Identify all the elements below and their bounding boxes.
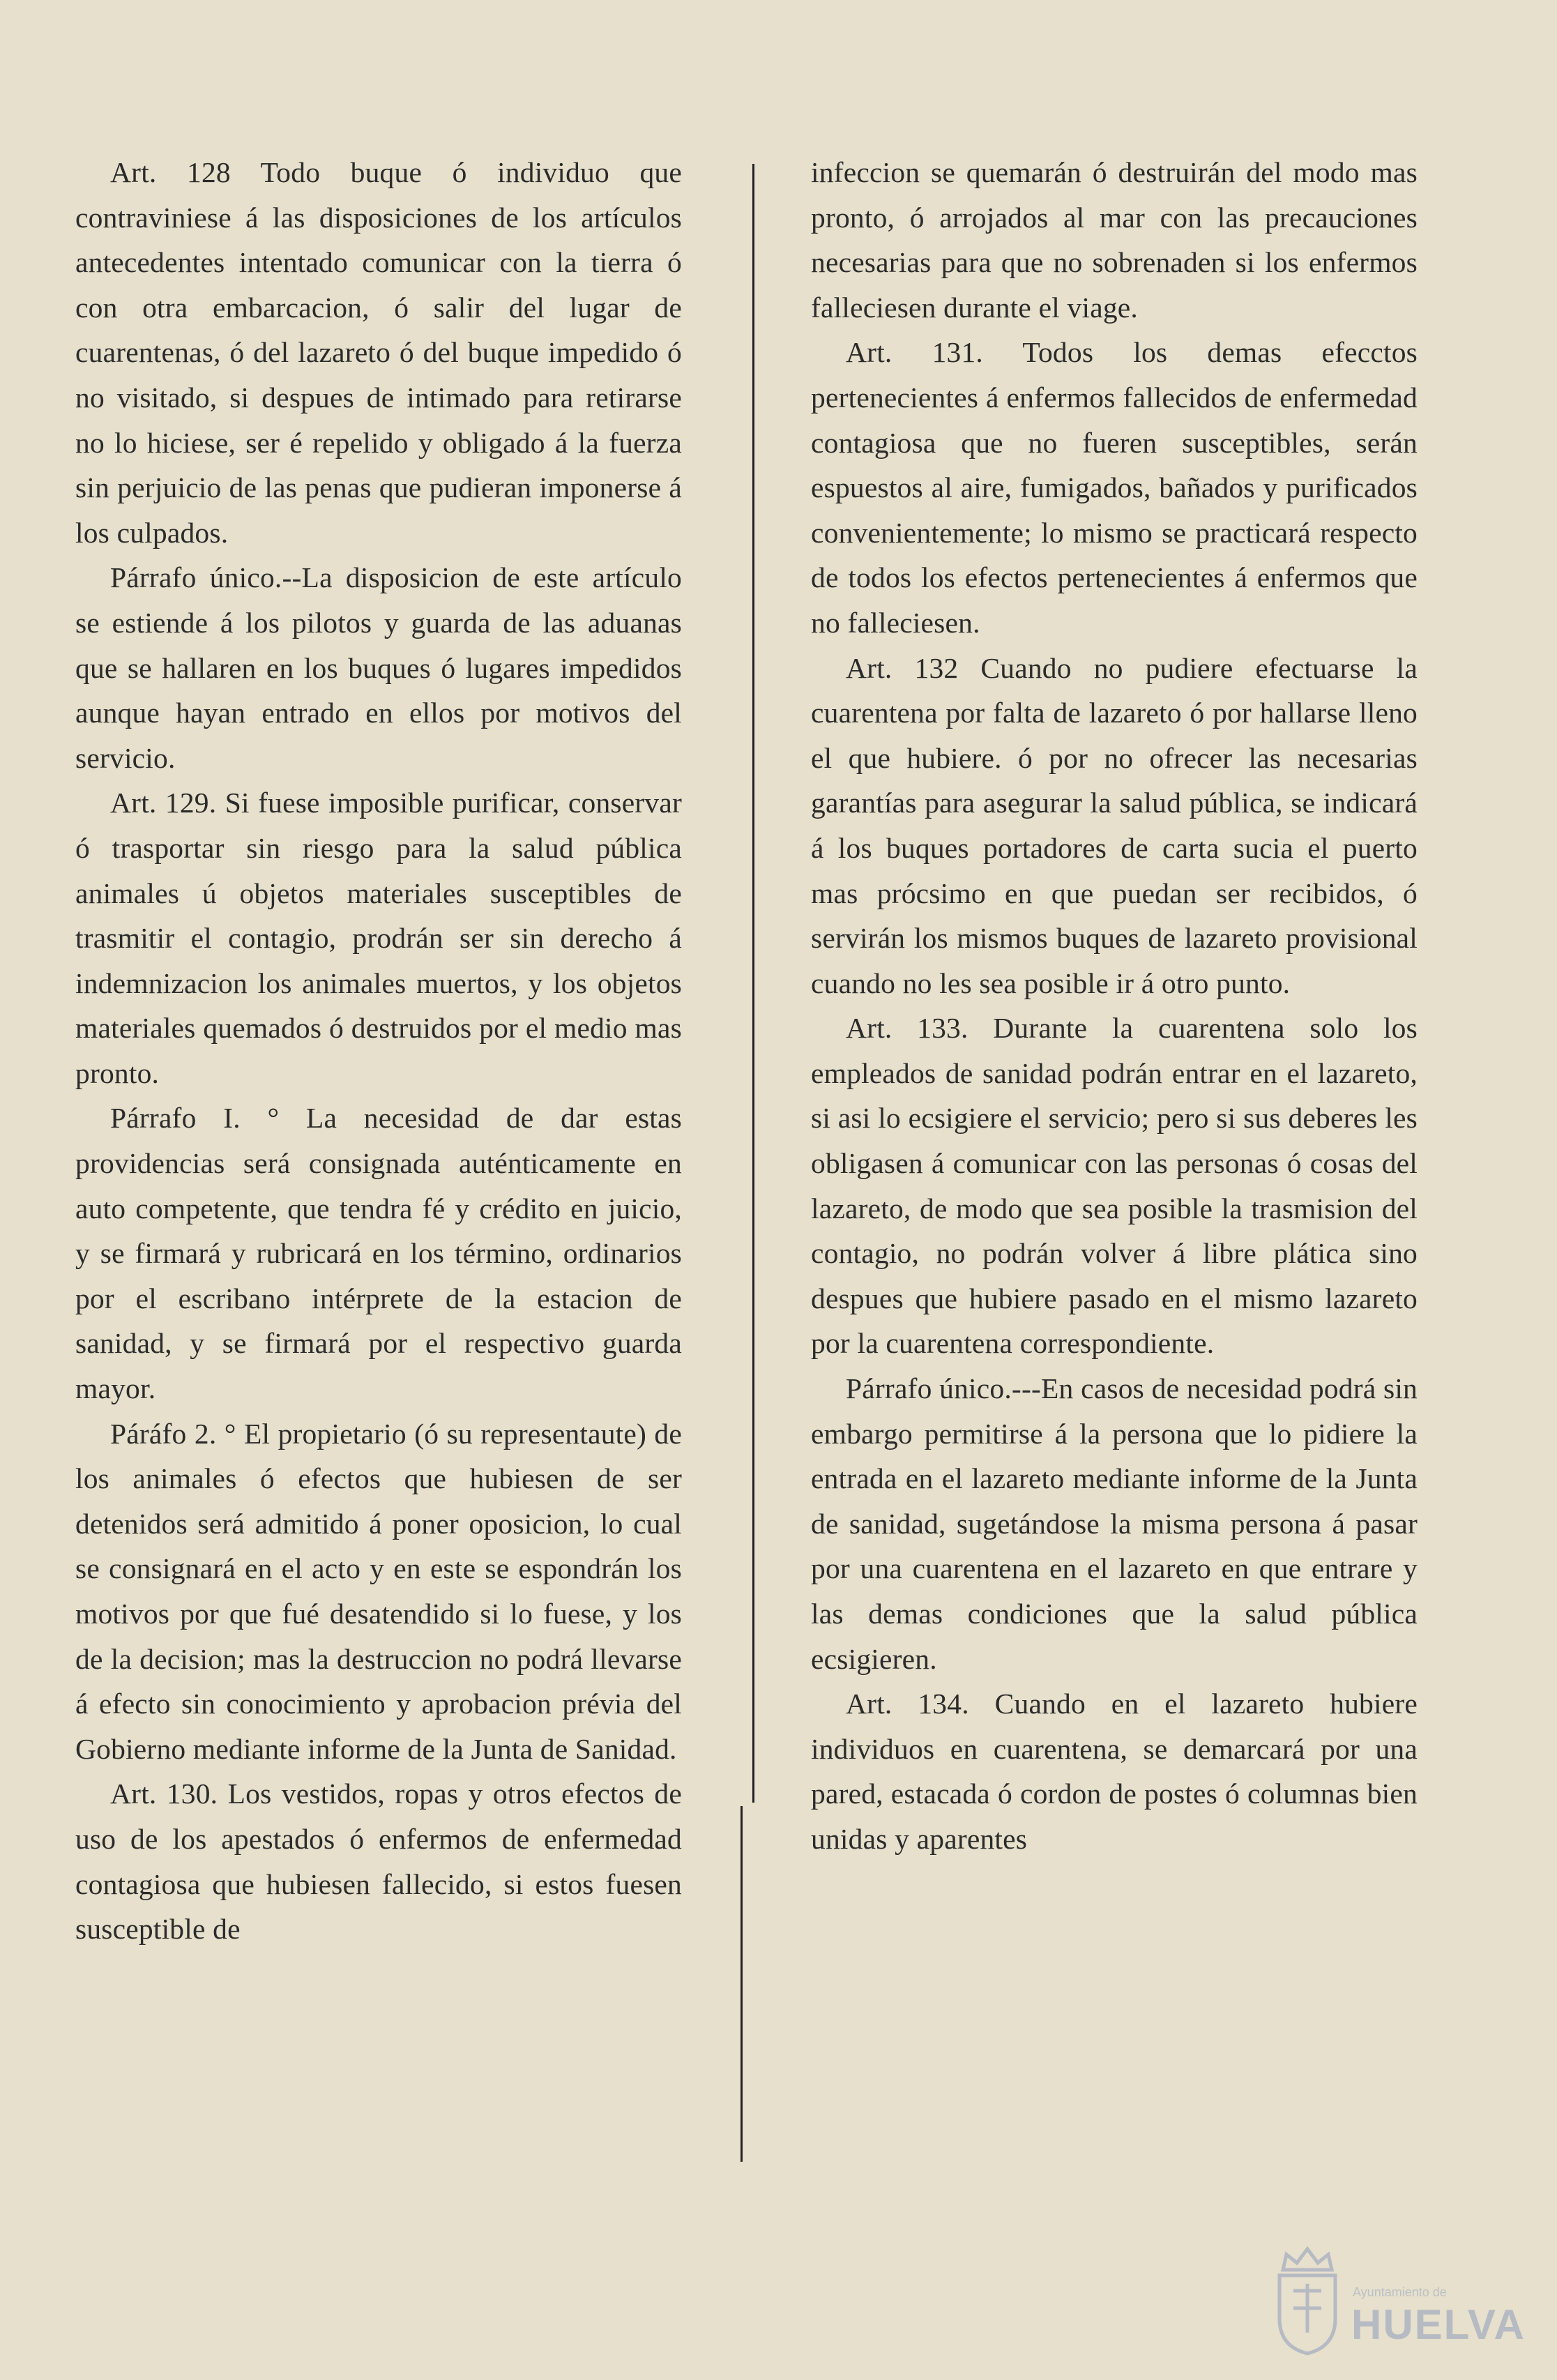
- column-divider: [752, 164, 754, 1803]
- paragraph-art-129-parrafo-2: Páráfo 2. ° El propietario (ó su representaute) de los animales ó efectos que hubiesen de ser detenidos será admitido á poner oposicion, lo cual se consignará en el acto y en este se espondrán los motivos por que fué desatendido si lo fuese, y los de la decision; mas la destruccion no podrá llevarse á efecto sin conocimiento y aprobacion prévia del Gobierno mediante informe de la Junta de Sanidad.: [75, 1417, 682, 1765]
- watermark-logo: [1269, 2242, 1526, 2357]
- paragraph-art-129-parrafo-1: Párrafo I. ° La necesidad de dar estas providencias será consignada auténticamente en auto competente, que tendra fé y crédito en juicio, y se firmará y rubricará en los término, ordinarios por el escribano intérprete de la estacion de sanidad, y se firmará por el respectivo guarda mayor.: [75, 1102, 682, 1405]
- paragraph-art-130: Art. 130. Los vestidos, ropas y otros efectos de uso de los apestados ó enfermos de enfermedad contagiosa que hubiesen fallecido, si estos fuesen susceptible de: [75, 1778, 682, 1946]
- column-divider-lower: [740, 1806, 743, 2162]
- paragraph-art-129: Art. 129. Si fuese imposible purificar, conservar ó trasportar sin riesgo para la salud pública animales ú objetos materiales susceptibles de trasmitir el contagio, prodrán ser sin derecho á indemnizacion los animales muertos, y los objetos materiales quemados ó destruidos por el medio mas pronto.: [75, 787, 682, 1089]
- paragraph-art-128-unico: Párrafo único.--La disposicion de este artículo se estiende á los pilotos y guarda de las aduanas que se hallaren en los buques ó lugares impedidos aunque hayan entrado en ellos por motivos del servicio.: [75, 561, 682, 774]
- watermark-small-text: Ayuntamiento de: [1353, 2285, 1447, 2299]
- paragraph-art-128: Art. 128 Todo buque ó individuo que contraviniese á las disposiciones de los artículos antecedentes intentado comunicar con la tierra ó con otra embarcacion, ó salir del lugar de cuarentenas, ó del lazareto ó del buque impedido ó no visitado, si despues de intimado para retirarse no lo hiciese, ser é repelido y obligado á la fuerza sin perjuicio de las penas que pudieran imponerse á los culpados.: [75, 156, 682, 549]
- right-column: [811, 150, 1418, 1862]
- paragraph-art-131: Art. 131. Todos los demas efecctos pertenecientes á enfermos fallecidos de enfermedad contagiosa que no fueren susceptibles, serán espuestos al aire, fumigados, bañados y purificados convenientemente; lo mismo se practicará respecto de todos los efectos pertenecientes á enfermos que no falleciesen.: [811, 336, 1418, 639]
- city-crest-icon: [1269, 2242, 1346, 2357]
- paragraph-art-133: Art. 133. Durante la cuarentena solo los empleados de sanidad podrán entrar en el lazareto, si asi lo ecsigiere el servicio; pero si sus deberes les obligasen á comunicar con las personas ó cosas del lazareto, de modo que sea posible la trasmision del contagio, no podrán volver á libre plática sino despues que hubiere pasado en el mismo lazareto por la cuarentena correspondiente.: [811, 1012, 1418, 1360]
- paragraph-art-132: Art. 132 Cuando no pudiere efectuarse la cuarentena por falta de lazareto ó por hallarse lleno el que hubiere. ó por no ofrecer las necesarias garantías para asegurar la salud pública, se indicará á los buques portadores de carta sucia el puerto mas prócsimo en que puedan ser recibidos, ó servirán los mismos buques de lazareto provisional cuando no les sea posible ir á otro punto.: [811, 651, 1418, 999]
- paragraph-art-134: Art. 134. Cuando en el lazareto hubiere individuos en cuarentena, se demarcará por una pared, estacada ó cordon de postes ó columnas bien unidas y aparentes: [811, 1688, 1418, 1855]
- watermark-big-text: HUELVA: [1351, 2301, 1526, 2348]
- paragraph-art-130-continued: infeccion se quemarán ó destruirán del modo mas pronto, ó arrojados al mar con las precauciones necesarias para que no sobrenaden si los enfermos falleciesen durante el viage.: [811, 156, 1418, 324]
- paragraph-art-133-unico: Párrafo único.---En casos de necesidad podrá sin embargo permitirse á la persona que lo pidiere la entrada en el lazareto mediante informe de la Junta de sanidad, sugetándose la misma persona á pasar por una cuarentena en el lazareto en que entrare y las demas condiciones que la salud pública ecsigieren.: [811, 1372, 1418, 1675]
- left-column: [75, 150, 682, 1952]
